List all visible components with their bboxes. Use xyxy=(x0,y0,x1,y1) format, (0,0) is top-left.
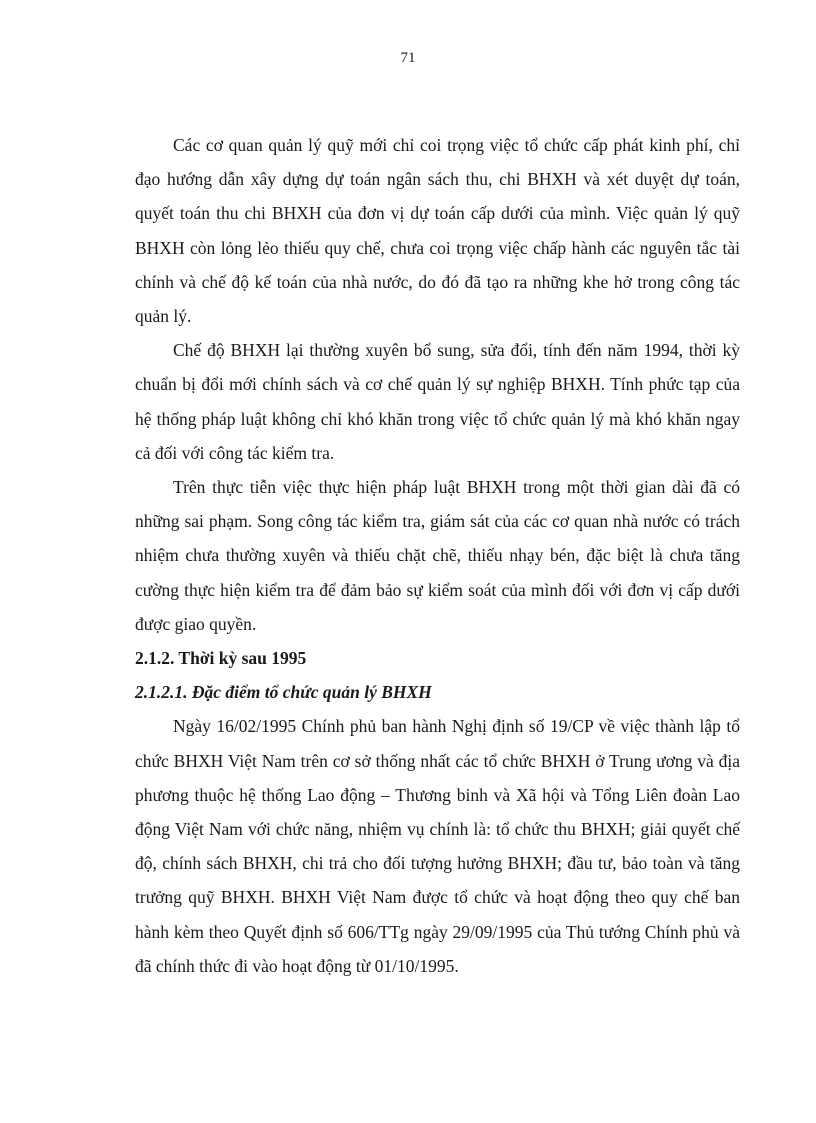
page-number: 71 xyxy=(400,50,416,66)
paragraph-bhxh-regime: Chế độ BHXH lại thường xuyên bổ sung, sửa đổi, tính đến năm 1994, thời kỳ chuẩn bị đổi mới chính sách và cơ chế quản lý sự nghiệp BHXH. Tính phức tạp của hệ thống pháp luật không chỉ khó khăn trong việc tổ chức quản lý mà khó khăn ngay cả đối với công tác kiểm tra. xyxy=(135,340,740,463)
section-heading: 2.1.2. Thời kỳ sau 1995 xyxy=(135,648,307,669)
subsection-heading: 2.1.2.1. Đặc điểm tổ chức quản lý BHXH xyxy=(135,682,432,703)
paragraph-fund-management: Các cơ quan quản lý quỹ mới chỉ coi trọng việc tổ chức cấp phát kinh phí, chỉ đạo hướng dẫn xây dựng dự toán ngân sách thu, chi BHXH và xét duyệt dự toán, quyết toán thu chi BHXH của đơn vị dự toán cấp dưới của mình. Việc quản lý quỹ BHXH còn lỏng lẻo thiếu quy chế, chưa coi trọng việc chấp hành các nguyên tắc tài chính và chế độ kế toán của nhà nước, do đó đã tạo ra những khe hở trong công tác quản lý. xyxy=(135,135,740,327)
paragraph-decree-19cp: Ngày 16/02/1995 Chính phủ ban hành Nghị định số 19/CP về việc thành lập tổ chức BHXH Việt Nam trên cơ sở thống nhất các tổ chức BHXH ở Trung ương và địa phương thuộc hệ thống Lao động – Thương binh và Xã hội và Tổng Liên đoàn Lao động Việt Nam với chức năng, nhiệm vụ chính là: tổ chức thu BHXH; giải quyết chế độ, chính sách BHXH, chi trả cho đối tượng hưởng BHXH; đầu tư, bảo toàn và tăng trưởng quỹ BHXH. BHXH Việt Nam được tổ chức và hoạt động theo quy chế ban hành kèm theo Quyết định số 606/TTg ngày 29/09/1995 của Thủ tướng Chính phủ và đã chính thức đi vào hoạt động từ 01/10/1995. xyxy=(135,716,740,976)
paragraph-violations: Trên thực tiễn việc thực hiện pháp luật BHXH trong một thời gian dài đã có những sai phạm. Song công tác kiểm tra, giám sát của các cơ quan nhà nước có trách nhiệm chưa thường xuyên và thiếu chặt chẽ, thiếu nhạy bén, đặc biệt là chưa tăng cường thực hiện kiểm tra để đảm bảo sự kiểm soát của mình đối với đơn vị cấp dưới được giao quyền. xyxy=(135,477,740,634)
page-body xyxy=(135,128,740,983)
